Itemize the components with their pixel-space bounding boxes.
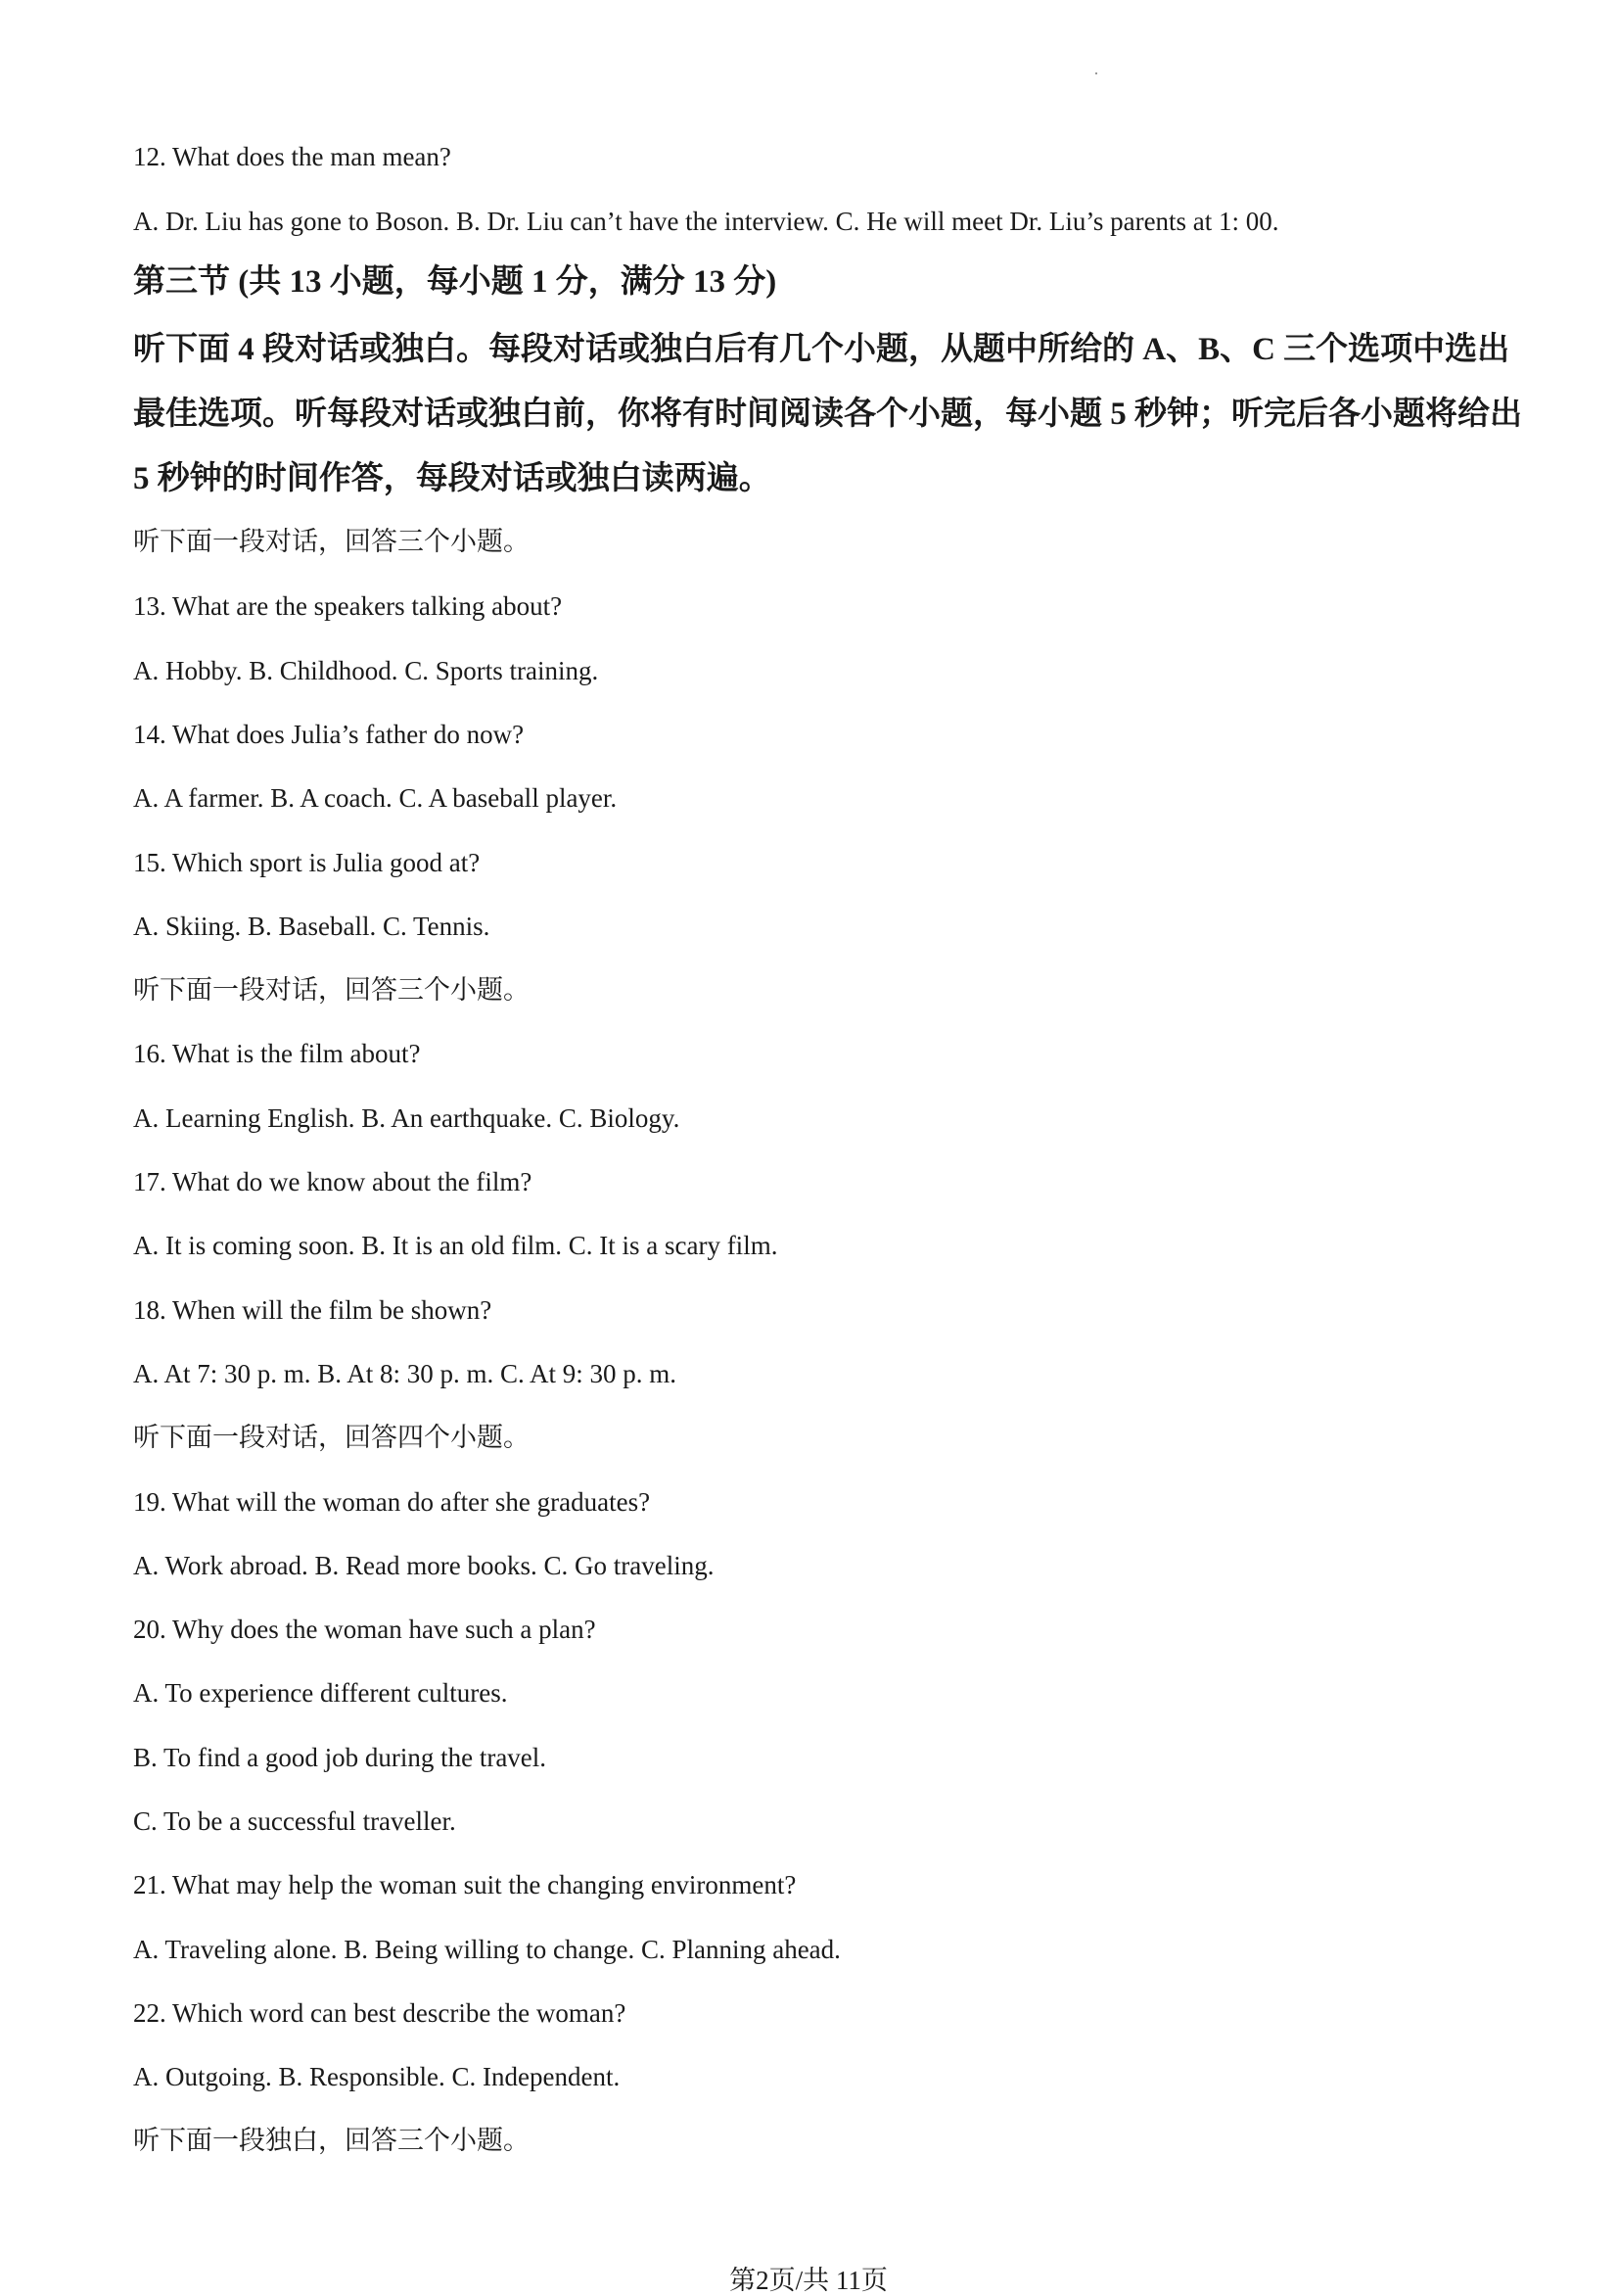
q17-question: 17. What do we know about the film? bbox=[133, 1167, 532, 1196]
q17-options: A. It is coming soon. B. It is an old film. C. It is a scary film. bbox=[133, 1231, 778, 1260]
group4-intro: 听下面一段独白，回答三个小题。 bbox=[133, 2126, 530, 2155]
group3-intro: 听下面一段对话，回答四个小题。 bbox=[133, 1423, 530, 1452]
q16-options: A. Learning English. B. An earthquake. C. Biology. bbox=[133, 1103, 680, 1133]
scan-speck bbox=[1095, 72, 1097, 74]
page-number-footer: 第2页/共 11页 bbox=[729, 2266, 888, 2295]
q12-question: 12. What does the man mean? bbox=[133, 142, 451, 171]
q22-options: A. Outgoing. B. Responsible. C. Independent. bbox=[133, 2062, 621, 2091]
q18-question: 18. When will the film be shown? bbox=[133, 1295, 492, 1325]
q20-option-c: C. To be a successful traveller. bbox=[133, 1806, 456, 1836]
q15-options: A. Skiing. B. Baseball. C. Tennis. bbox=[133, 912, 490, 941]
q20-option-b: B. To find a good job during the travel. bbox=[133, 1743, 547, 1772]
q20-question: 20. Why does the woman have such a plan? bbox=[133, 1615, 596, 1644]
q18-options: A. At 7: 30 p. m. B. At 8: 30 p. m. C. At 9: 30 p. m. bbox=[133, 1359, 677, 1388]
q16-question: 16. What is the film about? bbox=[133, 1039, 421, 1068]
q19-options: A. Work abroad. B. Read more books. C. Go traveling. bbox=[133, 1551, 715, 1580]
group1-intro: 听下面一段对话，回答三个小题。 bbox=[133, 527, 530, 556]
group2-intro: 听下面一段对话，回答三个小题。 bbox=[133, 975, 530, 1005]
q19-question: 19. What will the woman do after she graduates? bbox=[133, 1487, 651, 1517]
q14-question: 14. What does Julia’s father do now? bbox=[133, 720, 525, 749]
q22-question: 22. Which word can best describe the woman? bbox=[133, 1998, 626, 2028]
q21-options: A. Traveling alone. B. Being willing to change. C. Planning ahead. bbox=[133, 1935, 841, 1964]
q12-options: A. Dr. Liu has gone to Boson. B. Dr. Liu can’t have the interview. C. He will meet Dr. Liu’s parents at 1: 00. bbox=[133, 207, 1279, 236]
q15-question: 15. Which sport is Julia good at? bbox=[133, 848, 481, 877]
q20-option-a: A. To experience different cultures. bbox=[133, 1678, 508, 1708]
section3-heading: 第三节 (共 13 小题，每小题 1 分，满分 13 分) bbox=[133, 264, 777, 300]
q13-options: A. Hobby. B. Childhood. C. Sports training. bbox=[133, 656, 599, 685]
q14-options: A. A farmer. B. A coach. C. A baseball player. bbox=[133, 783, 618, 813]
q21-question: 21. What may help the woman suit the changing environment? bbox=[133, 1870, 797, 1899]
q13-question: 13. What are the speakers talking about? bbox=[133, 591, 563, 621]
section3-instructions: 听下面 4 段对话或独白。每段对话或独白后有几个小题，从题中所给的 A、B、C 三个选项中选出最佳选项。听每段对话或独白前，你将有时间阅读各个小题，每小题 5 秒钟；听完后各小题将给出 5 秒钟的时间作答，每段对话或独白读两遍。 bbox=[133, 332, 1522, 496]
